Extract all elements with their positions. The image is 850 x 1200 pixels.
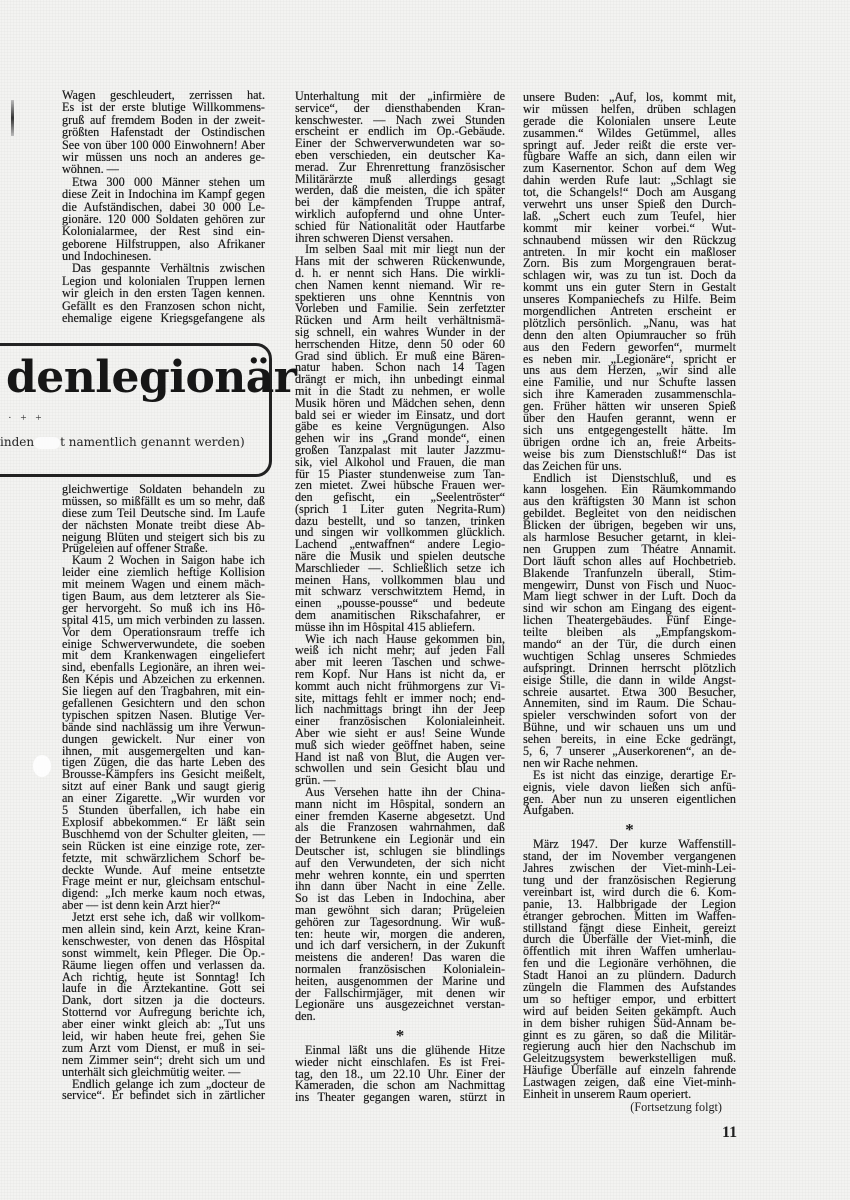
text-line: teilte bleiben als „Empfangskom-: [523, 625, 736, 640]
text-line: tigen Baum, aus dem letzterer als Sie-: [62, 589, 265, 604]
text-line: chen Namen kennt niemand. Wir re-: [295, 277, 505, 292]
text-line: nem Zimmer sein“; dreht sich um und: [62, 1052, 265, 1067]
text-line: wir gleich in den ersten Tagen kennen.: [62, 286, 265, 301]
text-line: Kaum 2 Wochen in Saigon habe ich: [72, 553, 265, 568]
text-line: ihren schweren Dienst versahen.: [295, 230, 454, 245]
text-line: Aufgaben.: [523, 803, 575, 818]
text-line: normalen französischen Kolonialein-: [295, 961, 505, 976]
text-line: nen wir Rache nehmen.: [523, 755, 639, 770]
text-line: Blakende Tranfunzeln überall, Stim-: [523, 565, 736, 580]
text-line: und ich darf versichern, in der Zukunft: [295, 938, 505, 953]
text-line: und Indochinesen.: [62, 249, 152, 264]
text-line: service“, der diensthabenden Kran-: [295, 100, 505, 115]
text-line: über den Haufen gerannt, wenn er: [523, 411, 736, 426]
text-line: Lastwagen zeigen, daß eine Viet-minh-: [523, 1075, 736, 1090]
text-line: d. h. er nennt sich Hans. Die wirkli-: [295, 265, 505, 280]
text-line: typischen spitzen Nasen. Blutige Ver-: [62, 707, 265, 722]
text-line: bei der kämpfenden Truppe antraf,: [295, 195, 505, 210]
text-line: kommt uns ein guter Stern in Gestalt: [523, 280, 736, 295]
text-line: dahin werden Rufe laut: „Schlagt sie: [523, 173, 736, 188]
text-line: drängt er mich, ihn unbedingt einmal: [295, 372, 505, 387]
subtitle-right: t namentlich genannt werden): [60, 435, 245, 449]
text-line: Hand ist naß von Blut, die Augen ver-: [295, 749, 505, 764]
text-line: Buschhemd von der Schulter gleiten, —: [62, 826, 265, 841]
text-line: Aus Versehen hatte ihn der China-: [305, 785, 505, 800]
text-line: spektieren uns ohne Kenntnis von: [295, 289, 505, 304]
text-line: (sprich 1 Liter guten Negrita-Rum): [295, 501, 505, 516]
text-line: mit dem Krankenwagen eingeliefert: [62, 648, 265, 663]
paragraph: [295, 631, 505, 788]
text-line: Prügeleien auf offener Straße.: [62, 541, 208, 556]
text-line: sich ihre Kameraden zusammenschla-: [523, 387, 736, 402]
text-line: stand, der im November vergangenen: [523, 849, 736, 864]
text-line: eine Familie, und nur Schufte lassen: [523, 375, 736, 390]
text-line: Kolonialarmee, der Rest sind ein-: [62, 224, 265, 239]
text-line: den.: [295, 1009, 316, 1024]
text-line: unterhält sich gleichmütig weiter. —: [62, 1064, 241, 1079]
text-line: schied für Nationalität oder Hautfarbe: [295, 218, 505, 233]
text-line: es neben mir. „Legionäre“, spricht er: [523, 351, 736, 366]
text-line: der Betrunkene ein Legionär und ein: [295, 832, 505, 847]
text-line: 5 Stunden überfallen, ich habe ein: [62, 803, 265, 818]
text-line: weise bis zum Dienstschluß!“ Das ist: [523, 446, 736, 461]
paragraph: [295, 91, 505, 244]
text-line: tung und der französischen Regierung: [523, 873, 736, 887]
text-line: Stotternd vor Aufregung berichte ich,: [62, 1005, 265, 1020]
paragraph: [62, 484, 265, 555]
text-line: einen „pousse-pousse“ und bedeute: [295, 596, 505, 611]
text-line: wirklich aufopfernd und ohne Unter-: [295, 206, 505, 221]
text-line: Annemiten, sind im Raum. Die Schau-: [523, 696, 736, 711]
text-line: durch die Überfälle der Viet-minh, die: [523, 932, 736, 947]
text-line: sig schnell, ein wahres Wunder in der: [295, 324, 505, 339]
text-line: ihn dann über Nacht in eine Zelle.: [295, 879, 505, 894]
text-line: fügbare Waffe an sich, dann eilen wir: [523, 149, 736, 164]
text-line: bände sind nachlässig um ihre Verwun-: [62, 719, 265, 734]
text-line: Das gespannte Verhältnis zwischen: [72, 261, 265, 276]
text-line: Deutscher ist, schlugen sie blindlings: [295, 844, 505, 858]
text-line: Vor dem Operationsraum treffe ich: [62, 624, 265, 639]
text-line: kann losgehen. Ein Räumkommando: [523, 482, 736, 497]
text-line: fen und die Legionäre verhöhnen, die: [523, 956, 736, 971]
text-line: wird auf beiden Seiten gekämpft. Auch: [523, 1003, 736, 1018]
text-line: Legionäre uns ausgezeichnet verstan-: [295, 997, 505, 1012]
text-line: mehr wehren konnte, ein und sperrten: [295, 867, 505, 882]
text-line: Wie ich nach Hause gekommen bin,: [305, 631, 505, 646]
text-line: leid, wir haben heute frei, gehen Sie: [62, 1028, 265, 1043]
text-line: kommt auch nicht frühmorgens zur Vi-: [295, 678, 505, 693]
text-line: schwollen und sein Gesicht blau und: [295, 761, 505, 776]
paragraph: [62, 176, 265, 263]
text-line: Frage meint er nur, gleichsam entschul-: [62, 874, 265, 889]
text-line: aber mit leeren Taschen und schwe-: [295, 655, 505, 670]
text-line: spieler verschwinden sofort von der: [523, 708, 736, 723]
text-line: Dank, dort sitzen ja die docteurs.: [62, 993, 265, 1008]
text-line: Mam liegt schwer in der Luft. Doch da: [523, 589, 736, 604]
paragraph: [295, 787, 505, 1023]
text-line: Bühne, und wir schauen uns um und: [523, 720, 736, 735]
text-line: wöhnen. —: [62, 162, 119, 177]
paragraph: [523, 92, 736, 473]
column-2: [295, 91, 505, 1104]
text-line: die Aufständischen, dabei 30 000 Le-: [62, 199, 265, 214]
text-line: fetzte, mit schwärzlichem Schorf be-: [62, 850, 265, 865]
text-line: Aber wie sieht er aus! Seine Wunde: [295, 726, 505, 741]
text-line: eignis, viele davon ließen sich anfü-: [523, 779, 736, 794]
text-line: dem anamitischen Rikschafahrer, er: [295, 608, 505, 623]
text-line: diese Zeit in Indochina im Kampf gegen: [62, 187, 265, 202]
text-line: sich uns entgegengestellt hätte. Im: [523, 422, 736, 437]
text-line: ins Theater gegangen waren, stürzt in: [295, 1090, 505, 1105]
paragraph: [295, 244, 505, 633]
column-1-bottom: [62, 484, 265, 1102]
text-line: Blicken der übrigen, begeben wir uns,: [523, 518, 736, 533]
text-line: wieder nicht einschlafen. Es ist Frei-: [295, 1054, 505, 1069]
text-line: aufspringt. Drinnen herrscht plötzlich: [523, 660, 736, 675]
text-line: gebildet. Begleitet von den neidischen: [523, 506, 736, 521]
text-line: wir müssen uns noch an anderes ge-: [62, 149, 265, 164]
text-line: Ach richtig, heute ist Sonntag! Ich: [62, 969, 265, 984]
paper-damage: [34, 437, 60, 449]
text-line: schnaubend müssen wir den Rückzug: [523, 232, 736, 247]
text-line: das Zeichen für uns.: [523, 458, 622, 473]
headline-subtitle: [0, 435, 245, 449]
text-line: Militärärzte muß allerdings gesagt: [295, 171, 505, 186]
text-line: gen. Früher hätten wir unseren Spieß: [523, 399, 736, 414]
text-line: Häufige Überfälle auf einzeln fahrende: [523, 1063, 736, 1078]
text-line: tigen Zügen, die das harte Leben des: [62, 755, 265, 770]
text-line: service“. Er befindet sich in zärtlicher: [62, 1088, 265, 1103]
paragraph: [62, 555, 265, 912]
text-line: sein Rücken ist eine einzige rote, zer-: [62, 838, 265, 853]
text-line: Jetzt erst sehe ich, daß wir vollkom-: [72, 910, 265, 925]
paragraph: [523, 767, 736, 818]
text-line: wuchtigen Schlag unseres Schmiedes: [523, 648, 736, 663]
text-line: Einheit in unserem Raum operiert.: [523, 1087, 692, 1102]
text-line: mando“ an der Tür, die durch einen: [523, 636, 736, 651]
text-line: zum Kasernentor. Schon auf dem Weg: [523, 161, 736, 176]
text-line: Zorn. Bis zum Morgengrauen berat-: [523, 256, 736, 271]
text-line: der nächsten Monate treibt diese Ab-: [62, 517, 265, 532]
text-line: Jahres zwischen der Viet-minh-Lei-: [523, 861, 736, 876]
text-line: herrschenden Hitze, denn 50 oder 60: [295, 336, 505, 351]
text-line: aus den Federn geworfen“, murmelt: [523, 339, 736, 354]
text-line: Musik hören und Mädchen sehen, denn: [295, 395, 505, 410]
text-line: Dort läuft schon alles auf Hochbetrieb.: [523, 553, 736, 568]
text-line: unsere Buden: „Auf, los, kommt mit,: [523, 90, 736, 104]
text-line: weiß ich nicht mehr; auf jeden Fall: [295, 643, 505, 658]
text-line: ger hervorgeht. So muß ich ins Hô-: [62, 600, 265, 615]
text-line: springt auf. Jeder reißt die erste ver-: [523, 137, 736, 152]
text-line: Grad sind üblich. Er muß eine Bären-: [295, 348, 505, 363]
text-line: morgendlichen Antreten erscheint er: [523, 304, 736, 319]
text-line: Kameraden, die schon am Nachmittag: [295, 1078, 505, 1093]
text-line: werden, daß die meisten, die ich später: [295, 183, 505, 198]
text-line: ihnen, mit ausgemergelten und kan-: [62, 743, 265, 758]
text-line: März 1947. Der kurze Waffenstill-: [533, 837, 736, 852]
text-line: neigung Blüten und steigert sich bis zu: [62, 529, 265, 544]
headline-title: denlegionär: [6, 352, 297, 403]
text-line: für 15 Piaster stundenweise zum Tan-: [295, 466, 505, 481]
text-line: vereinbart ist, wird durch die 6. Kom-: [523, 884, 736, 899]
text-line: laufe in die Ärztekantine. Gott sei: [62, 981, 265, 996]
text-line: Etwa 300 000 Männer stehen um: [72, 174, 265, 189]
text-line: Endlich ist Dienstschluß, und es: [533, 470, 736, 485]
text-line: Einer der Schwerverwundeten war so-: [295, 136, 505, 151]
paragraph: [523, 839, 736, 1101]
text-line: gerade die Kolonialen unsere Leute: [523, 113, 736, 128]
text-line: Endlich gelange ich zum „docteur de: [72, 1076, 265, 1091]
paragraph: [62, 1076, 265, 1103]
text-line: Sie liegen auf den Tragbahren, mit ein-: [62, 684, 265, 699]
text-line: wir müssen helfen, drüben schlagen: [523, 101, 736, 116]
text-line: sik, viel Alkohol und Frauen, die man: [295, 454, 505, 469]
paragraph: [295, 1042, 505, 1105]
text-line: erscheint er endlich im Op.-Gebäude.: [295, 124, 505, 139]
text-line: grün. —: [295, 773, 336, 788]
text-line: Wagen geschleudert, zerrissen hat.: [62, 88, 265, 102]
text-line: in dem bisher ruhigen Süd-Annam be-: [523, 1015, 736, 1030]
text-line: diese zum Teil Deutsche sind. Im Laufe: [62, 505, 265, 520]
text-line: bald sei er wieder im Einsatz, und dort: [295, 407, 505, 422]
text-line: Explosif abbekommen.“ Er läßt sein: [62, 814, 265, 829]
text-line: ginnt es zu gären, so daß die Militär-: [523, 1027, 736, 1042]
text-line: zen mietet. Zwei hübsche Frauen wer-: [295, 478, 505, 493]
text-line: Räume liegen offen und verlassen da.: [62, 957, 265, 972]
paragraph: [62, 89, 265, 176]
subtitle-left: inden: [0, 435, 35, 449]
text-line: man gewöhnt sich daran; Prügeleien: [295, 902, 505, 917]
text-line: leider eine ziemlich heftige Kollision: [62, 565, 265, 580]
text-line: an einer Zigarette. „Wir wurden vor: [62, 791, 265, 806]
column-1-top: [62, 89, 265, 324]
text-line: größten Hafenstadt der Ostindischen: [62, 125, 265, 140]
text-line: schlagen wir, was zu tun ist. Doch da: [523, 268, 736, 283]
text-line: Legion und kolonialen Truppen lernen: [62, 273, 265, 288]
text-line: rem Kopf. Nur Hans ist nicht da, er: [295, 667, 505, 682]
text-line: Lachend „entwaffnen“ andere Legio-: [295, 537, 505, 552]
text-line: laß. „Schert euch zum Teufel, hier: [523, 208, 736, 223]
text-line: Brousse-Kämpfers ins Gesicht meißelt,: [62, 767, 265, 782]
text-line: sehen bereits, in eine Ecke gedrängt,: [523, 732, 736, 747]
text-line: regierung auch hier den Nachschub im: [523, 1039, 736, 1054]
text-line: sind wir schon am Eingang des eigent-: [523, 601, 736, 616]
text-line: einige Schwerverwundete, die soeben: [62, 636, 265, 651]
text-line: dazu bestellt, und so tanzen, trinken: [295, 513, 505, 528]
text-line: gehören zur Tagesordnung. Wir wuß-: [295, 914, 505, 929]
text-line: Stadt Hanoi an zu plündern. Dadurch: [523, 968, 736, 983]
text-line: ßen Képis und Abzeichen zu erkennen.: [62, 672, 265, 687]
text-line: antreten. In mir kocht ein maßloser: [523, 244, 736, 259]
text-line: schreie ausartet. Etwa 300 Besucher,: [523, 684, 736, 699]
headline-ornament: · + +: [8, 412, 45, 424]
text-line: merad. Zur Ehrenrettung französischer: [295, 159, 505, 174]
text-line: näre die Musik und spielen deutsche: [295, 549, 505, 564]
text-line: den gefischt, ein „Seelentröster“: [295, 490, 505, 505]
text-line: dungen gewickelt. Nur einer von: [62, 731, 265, 746]
text-line: Vorleben und Familie. Sein zerfetzter: [295, 301, 505, 316]
text-line: panie, 13. Halbbrigade der Legion: [523, 896, 736, 911]
text-line: muß sich wieder geöffnet haben, seine: [295, 737, 505, 752]
text-line: Es ist nicht das einzige, derartige Er-: [533, 767, 736, 782]
section-divider-star: *: [625, 820, 634, 840]
text-line: sitzt auf einer Bank und saugt gierig: [62, 779, 265, 794]
text-line: aber einer winkt gleich ab: „Tut uns: [62, 1017, 265, 1032]
text-line: Gefällt es den Franzosen schon nicht,: [62, 298, 265, 313]
section-divider-star: *: [395, 1025, 405, 1045]
text-line: gen. Aber nun zu unseren eigentlichen: [523, 791, 736, 806]
text-line: gleichwertige Soldaten behandeln zu: [62, 482, 265, 496]
text-line: als die Franzosen wahrnahmen, daß: [295, 820, 505, 835]
text-line: als harmlose Besucher getarnt, in klei-: [523, 529, 736, 544]
text-line: gefallenen Gesichtern und den schon: [62, 696, 265, 711]
text-line: Unterhaltung mit der „infirmière de: [295, 89, 505, 103]
text-line: der Fallschirmjäger, mit denen wir: [295, 985, 505, 1000]
text-line: eben verschieden, ein deutscher Ka-: [295, 147, 505, 162]
text-line: Es ist der erste blutige Willkommens-: [62, 100, 265, 115]
text-line: Hans mit der schweren Rückenwunde,: [295, 254, 505, 269]
text-line: verwehrt uns unser Spieß den Durch-: [523, 197, 736, 212]
text-line: öffentlich mit ihren Waffen umherlau-: [523, 944, 736, 959]
text-line: um so heftiger empor, und erbittert: [523, 991, 736, 1006]
text-line: Einmal läßt uns die glühende Hitze: [305, 1042, 505, 1057]
text-line: gäbe es keine Vergnügungen. Also: [295, 419, 505, 434]
text-line: kenschwester. — Nach zwei Stunden: [295, 112, 505, 127]
text-line: So ist das Leben in Indochina, aber: [295, 891, 505, 906]
text-line: uns aus dem Herzen, „wir sind alle: [523, 363, 736, 378]
text-line: tot, die Schangels!“ Doch am Ausgang: [523, 185, 736, 200]
scan-artifact: [11, 100, 14, 136]
text-line: mengewirr, Dunst von Fisch und Nuoc-: [523, 577, 736, 592]
text-line: unseres Kompaniechefs zu Hilfe. Beim: [523, 292, 736, 307]
continuation-note: (Fortsetzung folgt): [630, 1100, 722, 1114]
paragraph: [523, 470, 736, 770]
text-line: See von über 100 000 Einwohnern! Aber: [62, 137, 265, 152]
text-line: züngeln die Flammen des Aufstandes: [523, 980, 736, 995]
text-line: aus den kräftigsten 30 Mann ist schon: [523, 494, 736, 509]
text-line: einer französischen Kolonialeinheit.: [295, 714, 505, 729]
text-line: tag, den 18., um 22.10 Uhr. Einer der: [295, 1066, 505, 1081]
text-line: zusammen.“ Wildes Getümmel, alles: [523, 125, 736, 140]
text-line: Rücken und Arm heilt verhältnismä-: [295, 313, 505, 328]
paragraph: [62, 912, 265, 1078]
text-line: einer fremden Kaserne abgesetzt. Und: [295, 808, 505, 823]
text-line: geborene Hilfstruppen, also Afrikaner: [62, 236, 265, 251]
text-line: mit in die Stadt zu nehmen, er wolle: [295, 383, 505, 398]
text-line: natur haben. Schon nach 14 Tagen: [295, 360, 505, 375]
text-line: meistens die anderen! Das waren die: [295, 950, 505, 965]
text-line: ehemalige eigene Kriegsgefangene als: [62, 311, 265, 326]
text-line: denn den alten Opiumraucher so früh: [523, 327, 736, 342]
text-line: 5, 6, 7 unserer „Auserkorenen“, an de-: [523, 743, 736, 758]
text-line: sind, ebenfalls Legionäre, an ihren wei-: [62, 660, 265, 675]
text-line: Geleitzugsystem bewerkstelligen muß.: [523, 1051, 736, 1066]
text-line: mann nicht im Hôspital, sondern an: [295, 796, 505, 811]
punch-hole: [33, 755, 51, 777]
text-line: mit schwarz verschwitztem Hemd, in: [295, 584, 505, 599]
text-line: lich nachmittags bringt ihn der Jeep: [295, 702, 505, 717]
text-line: eisige Stille, die dann in wilde Angst-: [523, 672, 736, 687]
text-line: nen Gruppen zum Théatre Annamit.: [523, 541, 736, 556]
text-line: men allein sind, kein Arzt, keine Kran-: [62, 921, 265, 936]
text-line: stillstand fängt diese Einheit, gereizt: [523, 920, 736, 935]
text-line: spital 415, um mich verbinden zu lassen.: [62, 612, 265, 627]
text-line: aber — ist denn kein Arzt hier?“: [62, 898, 221, 913]
text-line: gehen wir ins „Grand monde“, einen: [295, 431, 505, 446]
text-line: plötzlich persönlich. „Nanu, was hat: [523, 315, 736, 330]
text-line: Marschlieder —. Schließlich setze ich: [295, 560, 505, 575]
text-line: site, mittags fehlt er immer noch; end-: [295, 690, 505, 705]
text-line: zum Arzt vom Dienst, er muß in sei-: [62, 1040, 265, 1055]
text-line: mit meinem Wagen und einem mäch-: [62, 577, 265, 592]
paragraph: [62, 262, 265, 324]
text-line: übrigen ordne ich an, freie Arbeits-: [523, 434, 736, 449]
text-line: kenschwester, von denen das Hôspital: [62, 933, 265, 948]
text-line: gionäre. 120 000 Soldaten gehören zur: [62, 211, 265, 226]
text-line: deckte Wunde. Auf meine entsetzte: [62, 862, 265, 877]
text-line: lichen Theatergebäudes. Fünf Einge-: [523, 613, 736, 628]
text-line: meinen Hans, vollkommen blau und: [295, 572, 505, 587]
text-line: étranger gebrochen. Mitten im Waffen-: [523, 908, 736, 923]
text-line: müsse ihn im Hôspital 415 abliefern.: [295, 619, 476, 634]
text-line: heiten, ausgenommen der Marine und: [295, 973, 505, 988]
text-line: Im selben Saal mit mir liegt nun der: [305, 242, 505, 257]
text-line: müssen, so mißfällt es um so mehr, daß: [62, 493, 265, 508]
text-line: gruß auf fremdem Boden in der zweit-: [62, 112, 265, 127]
text-line: digend: „Ich merke kaum noch etwas,: [62, 886, 265, 901]
text-line: sonst wimmelt, kein Pfleger. Die Op.-: [62, 945, 265, 960]
column-3: [523, 92, 736, 1101]
text-line: ten: heute wir, morgen die anderen,: [295, 926, 505, 941]
text-line: auf den Verwundeten, der sich nicht: [295, 855, 505, 870]
text-line: großen Tanzpalast mit lauter Jazzmu-: [295, 442, 505, 457]
text-line: und singen wir vollkommen glücklich.: [295, 525, 505, 540]
page-number: 11: [722, 1124, 738, 1141]
text-line: kommt mir keiner vorbei.“ Wut-: [523, 220, 736, 235]
